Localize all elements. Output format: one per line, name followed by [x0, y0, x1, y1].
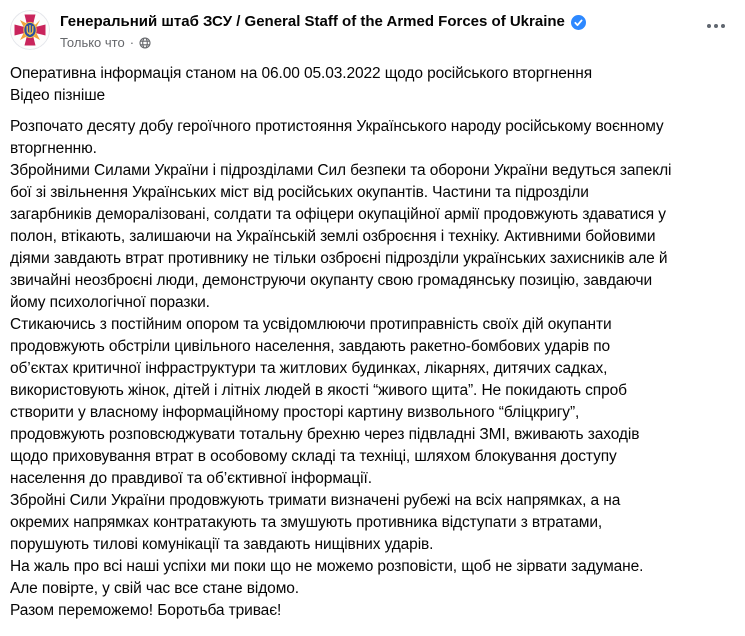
text-line: об’єктах критичної інфраструктури та житлових будинках, лікарнях, дитячих садках,	[10, 360, 608, 377]
ellipsis-icon	[707, 24, 711, 28]
meta-separator: ·	[129, 35, 135, 50]
text-line: продовжують обстріли цивільного населення, завдають ракетно-бомбових ударів по	[10, 338, 611, 355]
text-line: порушують тилові комунікації та завдають нищівних ударів.	[10, 536, 434, 553]
ellipsis-icon	[714, 24, 718, 28]
text-line: Розпочато десяту добу героїчного протистояння Українського народу російському воєнному	[10, 118, 664, 135]
timestamp[interactable]: Только что	[60, 35, 125, 50]
text-line: йому психологічної поразки.	[10, 294, 210, 311]
text-line: загарбників деморалізовані, солдати та офіцери окупаційної армії продовжують здаватися у	[10, 206, 666, 223]
text-line: Збройні Сили України продовжують тримати визначені рубежі на всіх напрямках, а на	[10, 492, 621, 509]
text-line: діями завдають втрат противнику не тільки озброєні підрозділи українських захисників але й	[10, 250, 668, 267]
post-header	[0, 8, 745, 51]
globe-icon	[139, 37, 151, 49]
text-line: Стикаючись з постійним опором та усвідомлюючи протиправність своїх дій окупанти	[10, 316, 612, 333]
text-line: щодо приховування втрат в особовому складі та техніці, шляхом блокування доступу	[10, 448, 617, 465]
post-intro	[10, 63, 735, 107]
text-line: звичайні неозброєні люди, демонструючи окупанту свою громадянську позицію, завдаючи	[10, 272, 653, 289]
text-line: Збройними Силами України і підрозділами Сил безпеки та оборони України ведуться запеклі	[10, 162, 672, 179]
text-line: Разом переможемо! Боротьба триває!	[10, 602, 282, 619]
post-meta	[60, 34, 733, 51]
avatar[interactable]	[10, 10, 50, 50]
text-line: Оперативна інформація станом на 06.00 05.03.2022 щодо російського вторгнення	[10, 65, 593, 82]
author-name[interactable]: Генеральний штаб ЗСУ / General Staff of the Armed Forces of Ukraine	[60, 13, 565, 30]
text-line: На жаль про всі наші успіхи ми поки що не можемо розповісти, щоб не зірвати задумане.	[10, 558, 644, 575]
text-line: використовують жінок, дітей і літніх людей в якості “живого щита”. Не покидають спроб	[10, 382, 627, 399]
post-text	[0, 51, 745, 622]
text-line: створити у власному інформаційному просторі картину визвольного “бліцкригу”,	[10, 404, 580, 421]
header-text	[60, 10, 733, 51]
general-staff-emblem-icon	[10, 10, 50, 50]
text-line: Але повірте, у свій час все стане відомо.	[10, 580, 299, 597]
text-line: населення до правдивої та об’єктивної інформації.	[10, 470, 372, 487]
text-line: полон, втікають, залишаючи на Українській землі озброєння і техніку. Активними бойовими	[10, 228, 656, 245]
text-line: бої зі звільнення Українських міст від російських окупантів. Частини та підрозділи	[10, 184, 589, 201]
text-line: Відео пізніше	[10, 87, 106, 104]
ellipsis-icon	[721, 24, 725, 28]
post-body	[10, 116, 735, 622]
text-line: вторгненню.	[10, 140, 97, 157]
verified-badge-icon	[571, 15, 586, 30]
text-line: продовжують розповсюджувати тотальну брехню через підвладні ЗМІ, вживають заходів	[10, 426, 640, 443]
text-line: окремих напрямках контратакують та змушують противника відступати з втратами,	[10, 514, 603, 531]
more-options-button[interactable]	[701, 16, 731, 36]
